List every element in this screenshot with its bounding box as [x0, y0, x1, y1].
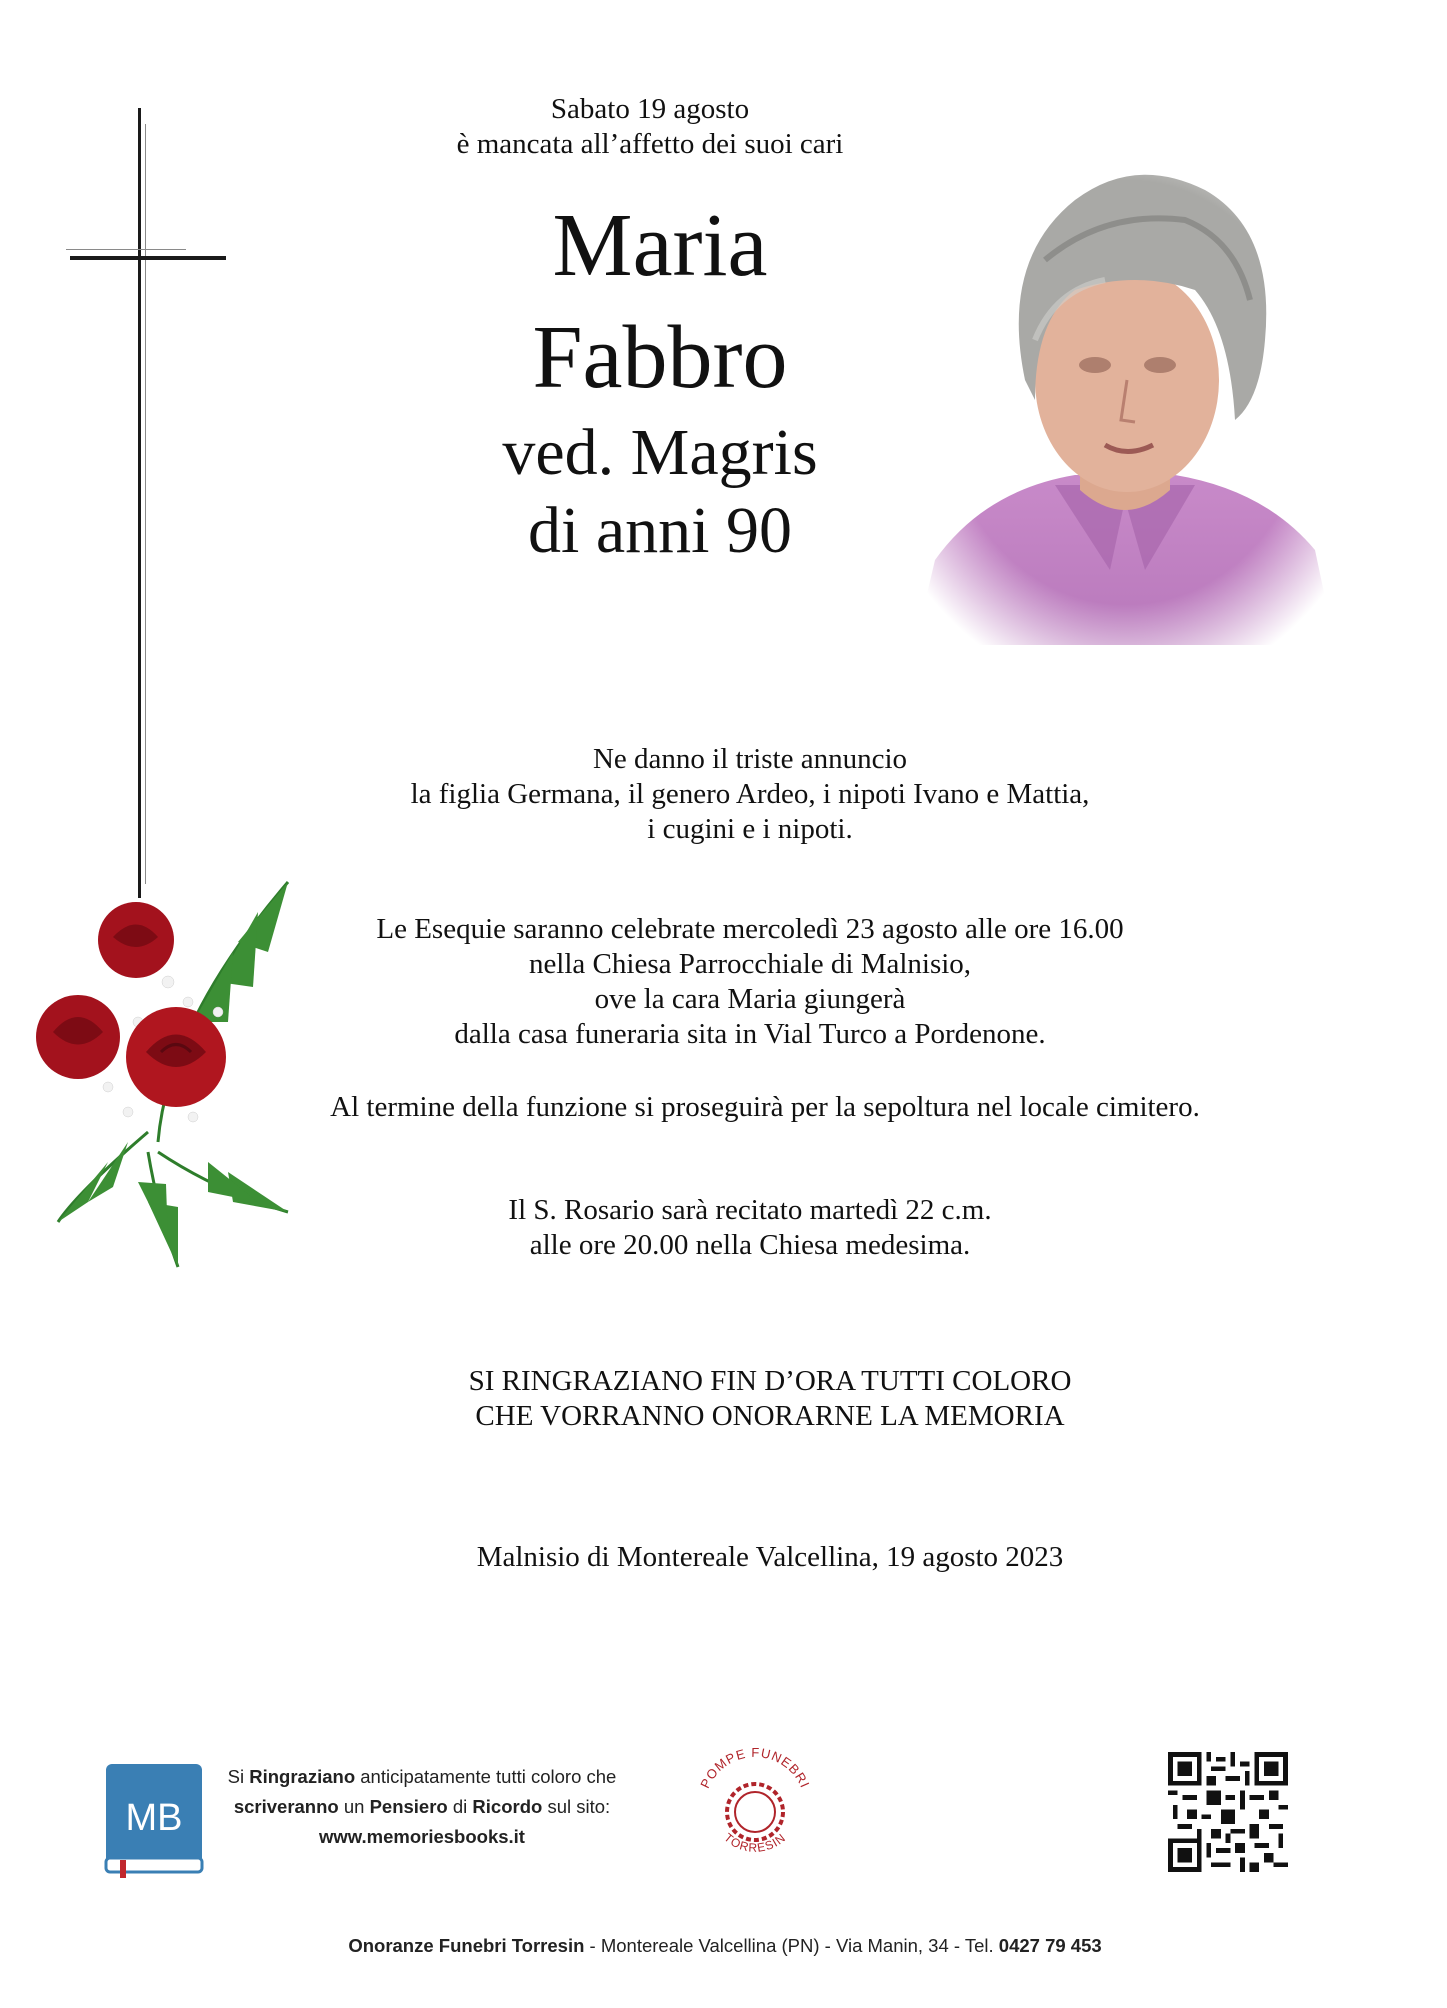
footer-contact [200, 1934, 1250, 1958]
announcement-line-1: Ne danno il triste annuncio [592, 743, 908, 775]
announcement-line-2: la figlia Germana, il genero Ardeo, i nipoti Ivano e Mattia, [410, 778, 1090, 810]
deceased-age: di anni 90 [528, 494, 792, 567]
memo-line-2 [212, 1792, 632, 1822]
memo-word: anticipatamente tutti coloro che [355, 1766, 617, 1787]
footer-company: Onoranze Funebri Torresin [348, 1935, 585, 1956]
memoriesbooks-message [212, 1762, 632, 1852]
funeral-line-2: nella Chiesa Parrocchiale di Malnisio, [528, 948, 972, 980]
funeral-line-4: dalla casa funeraria sita in Vial Turco a Pordenone. [454, 1018, 1046, 1050]
pompe-bottom-text: TORRESIN [721, 1830, 789, 1855]
memo-word: di [447, 1796, 473, 1817]
roses-bouquet-image [18, 872, 298, 1272]
pompe-top-text: POMPE FUNEBRI [697, 1744, 813, 1791]
memo-line-1 [212, 1762, 632, 1792]
memoriesbooks-logo [104, 1762, 204, 1878]
cross-vertical-shadow [145, 124, 146, 884]
burial-line-1: Al termine della funzione si proseguirà per la sepoltura nel locale cimitero. [330, 1091, 1200, 1123]
memo-bold-word: scriveranno [233, 1796, 339, 1817]
pompe-funebri-logo [690, 1742, 820, 1872]
svg-text:TORRESIN [721, 1830, 788, 1855]
footer-phone[interactable]: 0427 79 453 [998, 1935, 1102, 1956]
mb-logo-text: MB [125, 1797, 183, 1839]
rosary-line-2: alle ore 20.00 nella Chiesa medesima. [529, 1229, 971, 1261]
deceased-last-name: Fabbro [532, 308, 788, 407]
cross-horizontal-shadow [66, 249, 186, 250]
deceased-married-name: ved. Magris [502, 416, 818, 489]
memo-word: un [338, 1796, 370, 1817]
thanks-block [340, 1364, 1200, 1434]
qr-code[interactable] [1168, 1752, 1288, 1872]
funeral-line-3: ove la cara Maria giungerà [594, 983, 906, 1015]
intro-line-2: è mancata all’affetto dei suoi cari [456, 128, 844, 160]
rosary-line-1: Il S. Rosario sarà recitato martedì 22 c.m. [508, 1194, 992, 1226]
announcement-line-3: i cugini e i nipoti. [647, 813, 853, 845]
memo-bold-word: Ringraziano [249, 1766, 356, 1787]
intro-text [340, 92, 960, 162]
funeral-block [260, 912, 1240, 1052]
place-date: Malnisio di Montereale Valcellina, 19 agosto 2023 [476, 1541, 1064, 1573]
rosary-block [300, 1193, 1200, 1263]
memo-bold-word: Pensiero [369, 1796, 448, 1817]
memo-line-3[interactable] [212, 1822, 632, 1852]
footer-address: - Montereale Valcellina (PN) - Via Manin, 34 - Tel. [584, 1935, 999, 1956]
burial-block [240, 1090, 1290, 1125]
memoriesbooks-url[interactable]: www.memoriesbooks.it [319, 1826, 525, 1847]
portrait-photo [905, 140, 1347, 645]
announcement-block [300, 742, 1200, 847]
memo-bold-word: Ricordo [472, 1796, 543, 1817]
memo-word: sul sito: [542, 1796, 611, 1817]
memo-word: Si [227, 1766, 250, 1787]
cross-vertical-bar [138, 108, 141, 898]
cross-horizontal-bar [70, 256, 226, 260]
thanks-line-1: SI RINGRAZIANO FIN D’ORA TUTTI COLORO [468, 1365, 1072, 1397]
deceased-first-name: Maria [552, 196, 768, 295]
funeral-line-1: Le Esequie saranno celebrate mercoledì 23 agosto alle ore 16.00 [376, 913, 1124, 945]
thanks-line-2: CHE VORRANNO ONORARNE LA MEMORIA [475, 1400, 1065, 1432]
intro-line-1: Sabato 19 agosto [550, 93, 750, 125]
